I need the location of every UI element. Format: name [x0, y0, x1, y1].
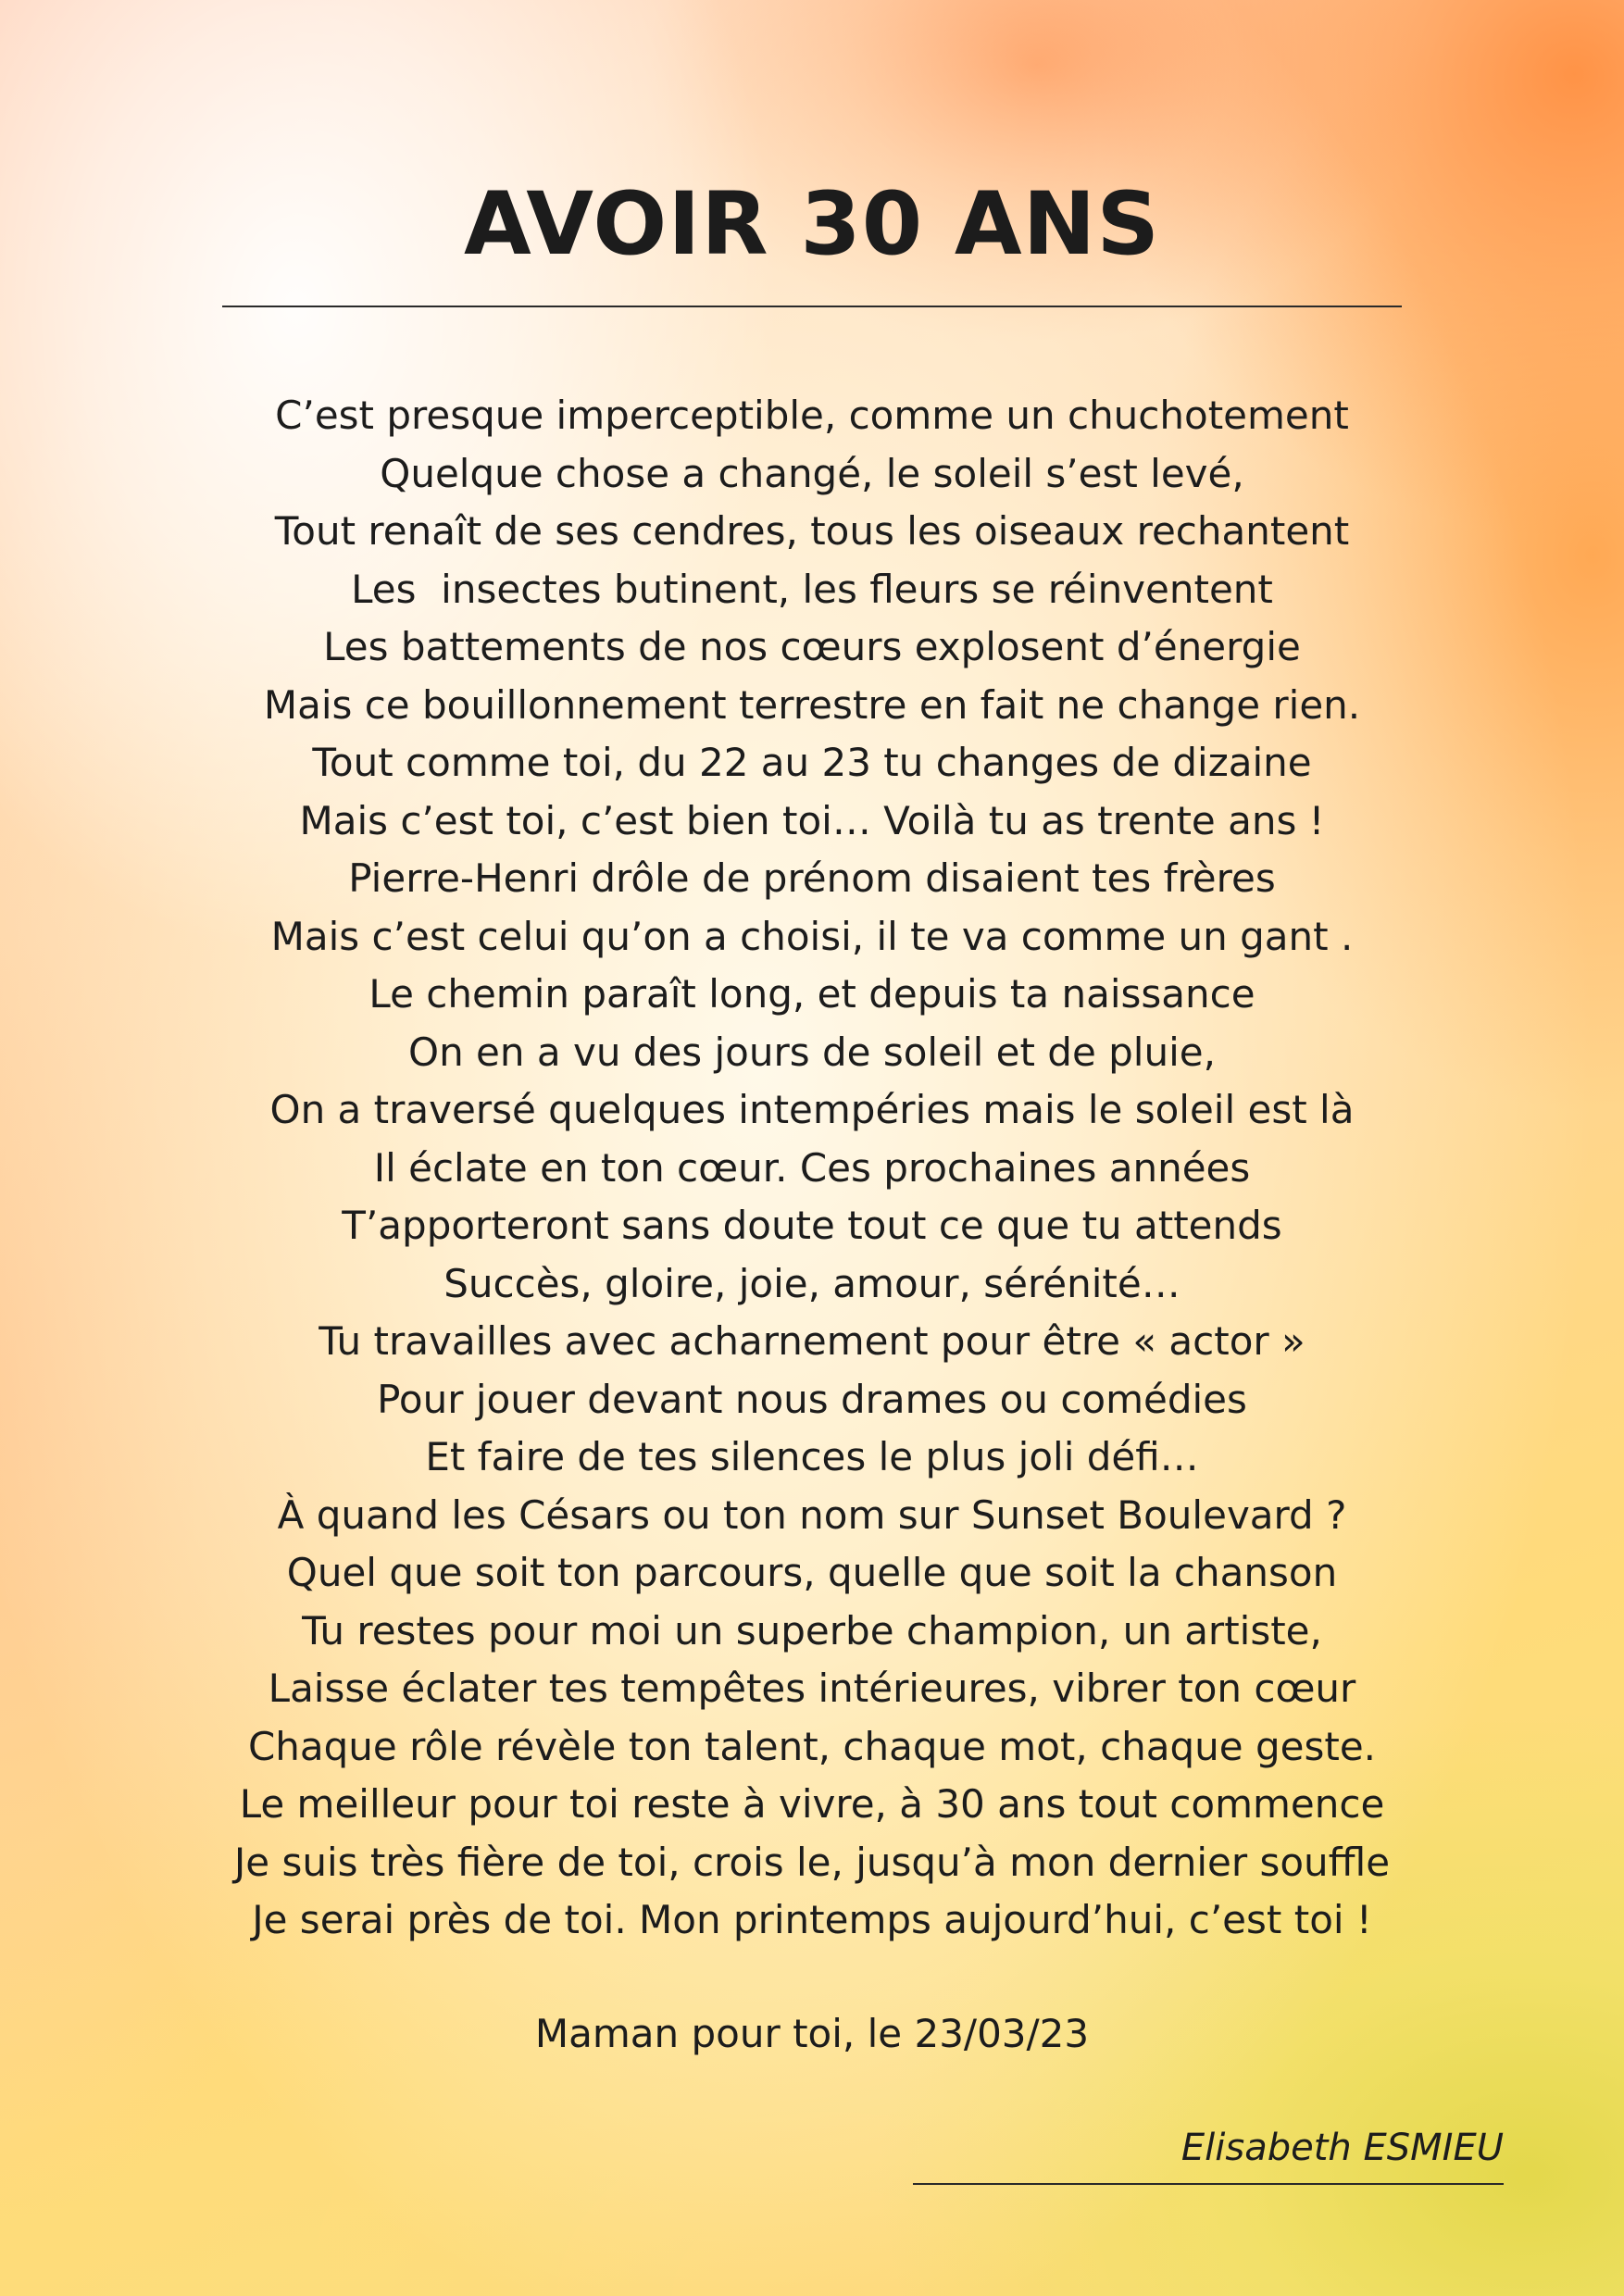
poem-line: C’est presque imperceptible, comme un chuchotement [275, 393, 1349, 438]
poem-line: T’apporteront sans doute tout ce que tu attends [342, 1203, 1282, 1248]
poem-line: On en a vu des jours de soleil et de pluie, [408, 1029, 1216, 1075]
poem-line: Pierre-Henri drôle de prénom disaient tes frères [348, 855, 1276, 901]
poem-line: Chaque rôle révèle ton talent, chaque mot, chaque geste. [247, 1723, 1377, 1769]
poem-line: À quand les Césars ou ton nom sur Sunset Boulevard ? [277, 1491, 1347, 1538]
poem-line: Pour jouer devant nous drames ou comédies [377, 1376, 1247, 1422]
signature-divider [913, 2183, 1504, 2185]
poem-line: Le meilleur pour toi reste à vivre, à 30 ans tout commence [239, 1781, 1385, 1827]
poem-line: On a traversé quelques intempéries mais le soleil est là [269, 1087, 1355, 1132]
poem-line: Laisse éclater tes tempêtes intérieures, vibrer ton cœur [268, 1666, 1356, 1711]
poem-line: Mais ce bouillonnement terrestre en fait ne change rien. [263, 681, 1361, 728]
poem-line: Tu travailles avec acharnement pour être « actor » [319, 1318, 1305, 1364]
poem-line: Et faire de tes silences le plus joli défi… [425, 1434, 1199, 1479]
poem-line: Tout comme toi, du 22 au 23 tu changes de dizaine [312, 740, 1312, 785]
poem-line: Les insectes butinent, les fleurs se réinventent [351, 566, 1273, 612]
poem-line: Tout renaît de ses cendres, tous les oiseaux rechantent [274, 508, 1350, 554]
poem-line: Je serai près de toi. Mon printemps aujourd’hui, c’est toi ! [252, 1897, 1372, 1942]
poem-line: Succès, gloire, joie, amour, sérénité… [443, 1260, 1181, 1306]
poem-line: Mais c’est toi, c’est bien toi… Voilà tu as trente ans ! [299, 797, 1325, 843]
title-divider [222, 306, 1402, 307]
poem-line: Les battements de nos cœurs explosent d’énergie [323, 624, 1301, 669]
poem-line: Mais c’est celui qu’on a choisi, il te va comme un gant . [270, 913, 1354, 959]
poem-line: Il éclate en ton cœur. Ces prochaines années [373, 1144, 1251, 1191]
dedication-line: Maman pour toi, le 23/03/23 [534, 2011, 1090, 2056]
author-signature: Elisabeth ESMIEU [1181, 2127, 1504, 2169]
poem-line: Tu restes pour moi un superbe champion, un artiste, [302, 1607, 1322, 1653]
poem-line: Quelque chose a changé, le soleil s’est levé, [380, 450, 1244, 496]
poem-line: Le chemin paraît long, et depuis ta naissance [369, 971, 1255, 1017]
poem-line: Quel que soit ton parcours, quelle que soit la chanson [286, 1550, 1338, 1595]
poem-title: AVOIR 30 ANS [463, 174, 1161, 275]
poem-line: Je suis très fière de toi, crois le, jusqu’à mon dernier souffle [233, 1839, 1391, 1885]
poem-body [0, 387, 1624, 1950]
